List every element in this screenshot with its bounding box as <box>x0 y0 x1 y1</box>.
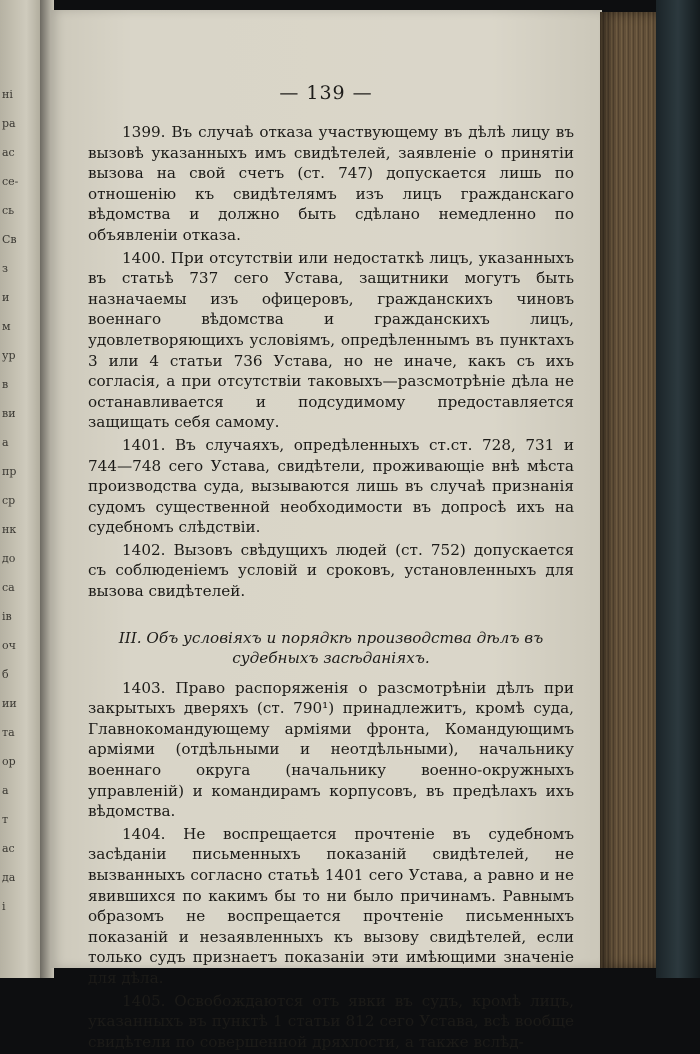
left-page-fragment: ні <box>2 88 13 101</box>
article-1404: 1404. Не воспрещается прочтеніе въ судебномъ засѣданіи письменныхъ показаній свидѣтелей, не вызванныхъ согласно статьѣ 1401 сего Устава, а равно и не явившихся по какимъ бы то ни было причинамъ. Равнымъ образомъ не воспрещается прочтеніе письменныхъ показаній и незаявленныхъ къ вызову свидѣтелей, если только судъ признаетъ показаніи эти имѣющими значеніе для дѣла. <box>88 824 574 987</box>
left-page-fragment: се- <box>2 175 19 188</box>
left-page-fragment: ор <box>2 755 16 768</box>
article-1403: 1403. Право распоряженія о разсмотрѣніи дѣлъ при закрытыхъ дверяхъ (ст. 790¹) принадлежитъ, кромѣ суда, Главнокомандующему арміями фронта, Командующимъ арміями (отдѣльными и неотдѣльными), начальнику военнаго округа (начальнику военно-окружныхъ управленій) и командирамъ корпусовъ, въ предѣлахъ ихъ вѣдомства. <box>88 678 574 821</box>
left-page-fragment: ср <box>2 494 16 507</box>
page-number: — 139 — <box>279 82 373 104</box>
left-page-fragment: м <box>2 320 11 333</box>
book-cover <box>656 0 700 978</box>
left-page-fragment: ви <box>2 407 16 420</box>
page-block-edges <box>600 12 658 968</box>
article-1400: 1400. При отсутствіи или недостаткѣ лицъ, указанныхъ въ статьѣ 737 сего Устава, защитники могутъ быть назначаемы изъ офицеровъ, гражданскихъ чиновъ военнаго вѣдомства и гражданскихъ лицъ, удовлетворяющихъ условіямъ, опредѣленнымъ въ пунктахъ 3 или 4 статьи 736 Устава, но не иначе, какъ съ ихъ согласія, а при отсутствіи таковыхъ—разсмотрѣніе дѣла не останавливается и подсудимому предоставляется защищать себя самому. <box>88 248 574 432</box>
left-page-fragment: до <box>2 552 16 565</box>
book-page <box>50 10 602 1051</box>
left-page-fragment: да <box>2 871 16 884</box>
left-page-fragment: і <box>2 900 6 913</box>
left-page-fragment: ів <box>2 610 12 623</box>
article-1405: 1405. Освобождаются отъ явки въ судъ, кромѣ лицъ, указанныхъ въ пунктѣ 1 статьи 812 сего Устава, всѣ вообще свидѣтели по совершенной дряхлости, а также вслѣд- <box>88 991 574 1051</box>
left-page-fragment: Св <box>2 233 17 246</box>
left-page-fragment: з <box>2 262 8 275</box>
left-page-fragment: ас <box>2 146 15 159</box>
left-page-fragment: ур <box>2 349 16 362</box>
left-page-fragment: оч <box>2 639 16 652</box>
article-1399: 1399. Въ случаѣ отказа участвующему въ дѣлѣ лицу въ вызовѣ указанныхъ имъ свидѣтелей, заявленіе о принятіи вызова на свой счетъ (ст. 747) допускается лишь по отношенію къ свидѣтелямъ изъ лицъ гражданскаго вѣдомства и должно быть сдѣлано немедленно по объявленіи отказа. <box>88 123 574 244</box>
left-page-fragment: т <box>2 813 9 826</box>
left-page-fragment: а <box>2 784 9 797</box>
left-page-fragment: та <box>2 726 15 739</box>
left-page-fragment: а <box>2 436 9 449</box>
left-page-fragment: и <box>2 291 10 304</box>
left-page-fragment: ас <box>2 842 15 855</box>
section-heading: III. Объ условіяхъ и порядкѣ производства дѣлъ въ судебныхъ засѣданіяхъ. <box>118 628 544 667</box>
left-page-edge <box>0 0 44 978</box>
left-page-fragment: в <box>2 378 9 391</box>
page-text <box>88 122 574 1054</box>
left-page-fragment: сь <box>2 204 15 217</box>
left-page-fragment: ии <box>2 697 17 710</box>
article-1401: 1401. Въ случаяхъ, опредѣленныхъ ст.ст. 728, 731 и 744—748 сего Устава, свидѣтели, проживающіе внѣ мѣста производства суда, вызываются лишь въ случаѣ признанія судомъ существенной необходимости въ допросѣ ихъ на судебномъ слѣдствіи. <box>88 435 574 537</box>
article-1402: 1402. Вызовъ свѣдущихъ людей (ст. 752) допускается съ соблюденіемъ условій и сроковъ, установленныхъ для вызова свидѣтелей. <box>88 540 574 601</box>
left-page-fragment: ра <box>2 117 16 130</box>
left-page-fragment: нк <box>2 523 17 536</box>
left-page-fragment: б <box>2 668 9 681</box>
left-page-fragment: са <box>2 581 15 594</box>
left-page-fragment: пр <box>2 465 17 478</box>
